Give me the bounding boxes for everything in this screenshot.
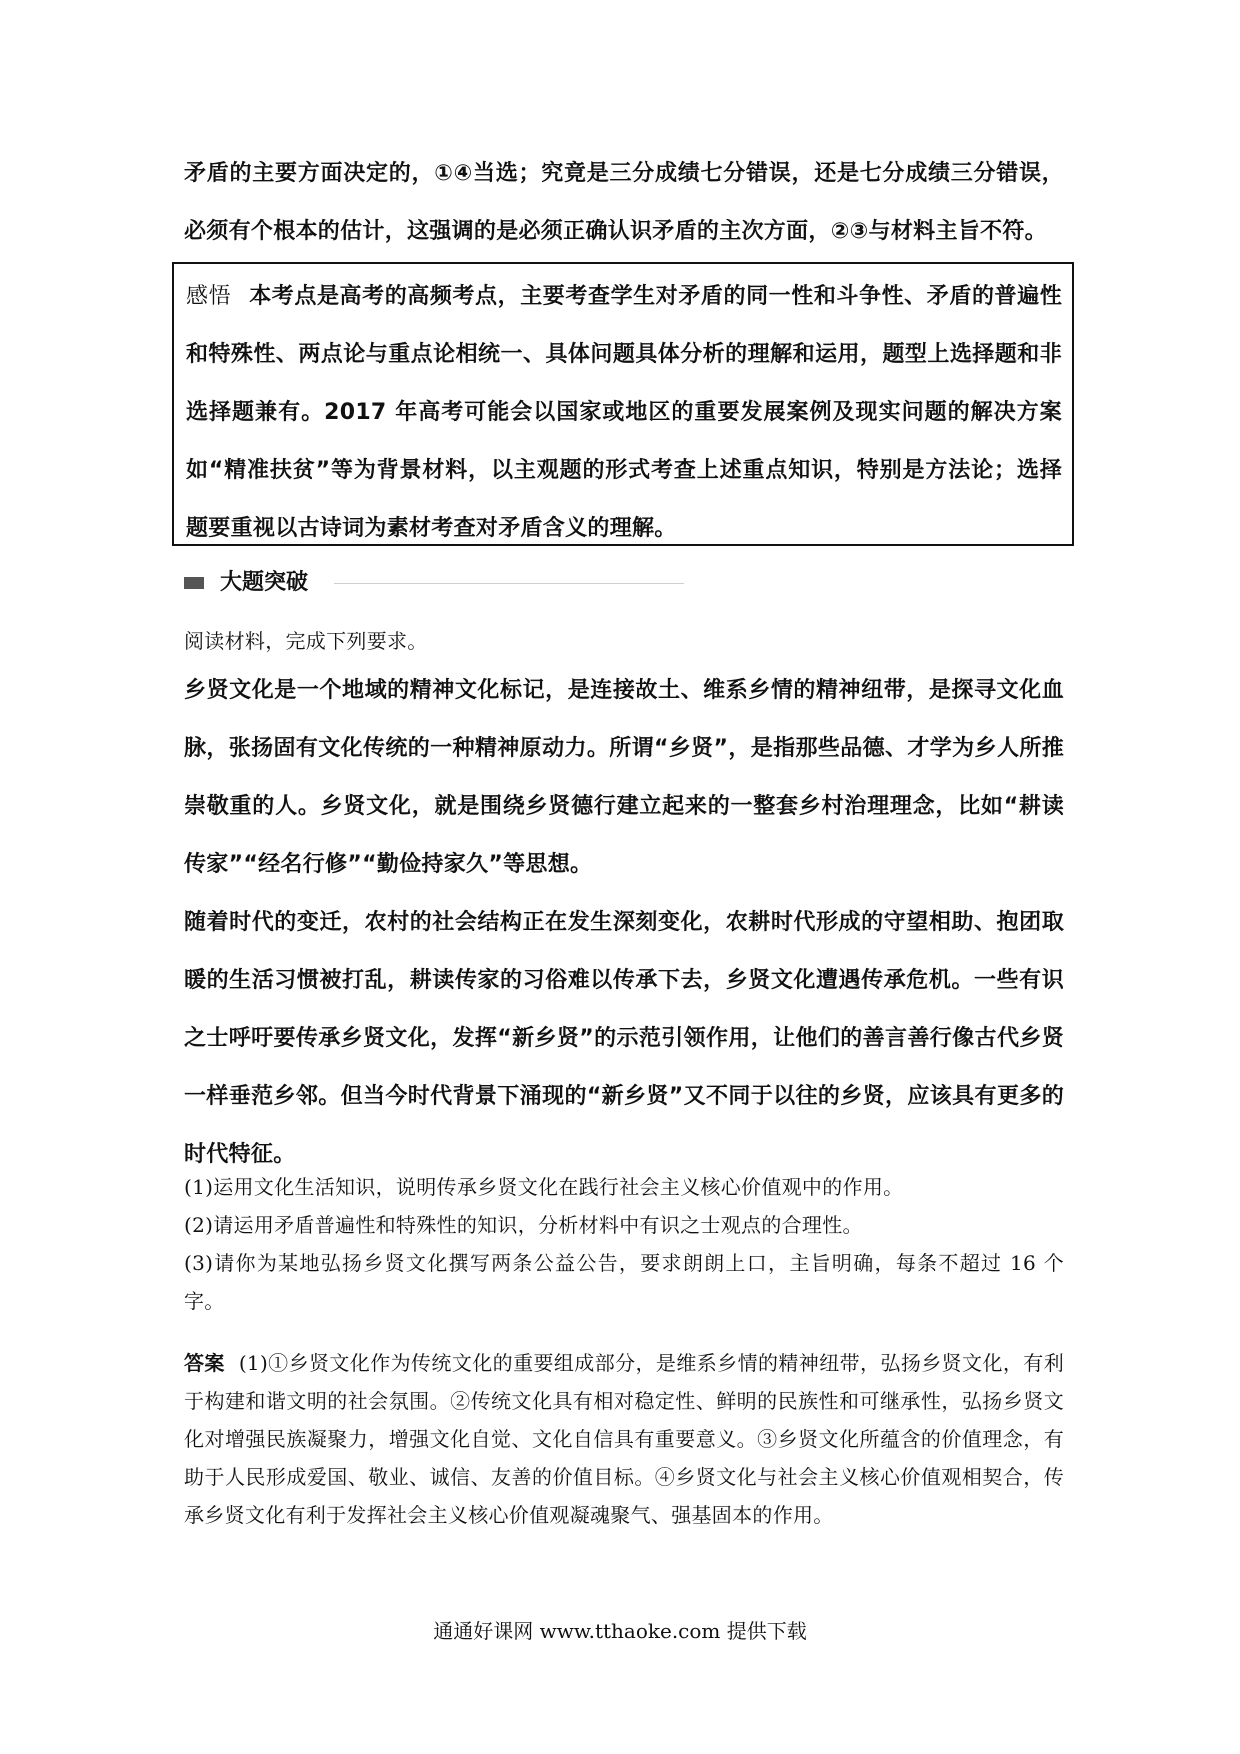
question-item: (1)运用文化生活知识，说明传承乡贤文化在践行社会主义核心价值观中的作用。 [184,1175,904,1199]
question-list [184,1168,1064,1320]
insight-box [172,262,1074,546]
answer-paragraph [184,1344,1064,1534]
insight-text: 本考点是高考的高频考点，主要考查学生对矛盾的同一性和斗争性、矛盾的普遍性和特殊性、两点论与重点论相统一、具体问题具体分析的理解和运用，题型上选择题和非选择题兼有。2017 年高考可能会以国家或地区的重要发展案例及现实问题的解决方案如“精准扶贫”等为背景材料，以主观题的形式考查上述重点知识，特别是方法论；选择题要重视以古诗词为素材考查对矛盾含义的理解。 [186,284,1062,541]
insight-paragraph [186,268,1062,558]
section-marker-icon [184,577,204,589]
section-header [184,566,684,600]
insight-label: 感悟 [186,284,232,309]
answer-text: (1)①乡贤文化作为传统文化的重要组成部分，是维系乡情的精神纽带，弘扬乡贤文化，有利于构建和谐文明的社会氛围。②传统文化具有相对稳定性、鲜明的民族性和可继承性，弘扬乡贤文化对增强民族凝聚力，增强文化自觉、文化自信具有重要意义。③乡贤文化所蕴含的价值理念，有助于人民形成爱国、敬业、诚信、友善的价值目标。④乡贤文化与社会主义核心价值观相契合，传承乡贤文化有利于发挥社会主义核心价值观凝魂聚气、强基固本的作用。 [184,1351,1064,1527]
section-divider [334,583,684,584]
answer-label: 答案 [184,1351,225,1375]
question-item: (3)请你为某地弘扬乡贤文化撰写两条公益公告，要求朗朗上口，主旨明确，每条不超过 16 个字。 [184,1251,1064,1313]
instruction-text: 阅读材料，完成下列要求。 [184,629,428,653]
question-item: (2)请运用矛盾普遍性和特殊性的知识，分析材料中有识之士观点的合理性。 [184,1213,863,1237]
material-paragraph: 乡贤文化是一个地域的精神文化标记，是连接故土、维系乡情的精神纽带，是探寻文化血脉，张扬固有文化传统的一种精神原动力。所谓“乡贤”，是指那些品德、才学为乡人所推崇敬重的人。乡贤文化，就是围绕乡贤德行建立起来的一整套乡村治理理念，比如“耕读传家”“经名行修”“勤俭持家久”等思想。 [184,678,1064,877]
continued-explanation-paragraph: 矛盾的主要方面决定的，①④当选；究竟是三分成绩七分错误，还是七分成绩三分错误，必须有个根本的估计，这强调的是必须正确认识矛盾的主次方面，②③与材料主旨不符。 [184,161,1064,244]
material-paragraph: 随着时代的变迁，农村的社会结构正在发生深刻变化，农耕时代形成的守望相助、抱团取暖的生活习惯被打乱，耕读传家的习俗难以传承下去，乡贤文化遭遇传承危机。一些有识之士呼吁要传承乡贤文化，发挥“新乡贤”的示范引领作用，让他们的善言善行像古代乡贤一样垂范乡邻。但当今时代背景下涌现的“新乡贤”又不同于以往的乡贤，应该具有更多的时代特征。 [184,910,1064,1167]
footer-source-line: 通通好课网 www.tthaoke.com 提供下载 [433,1619,807,1643]
section-title: 大题突破 [220,570,309,595]
